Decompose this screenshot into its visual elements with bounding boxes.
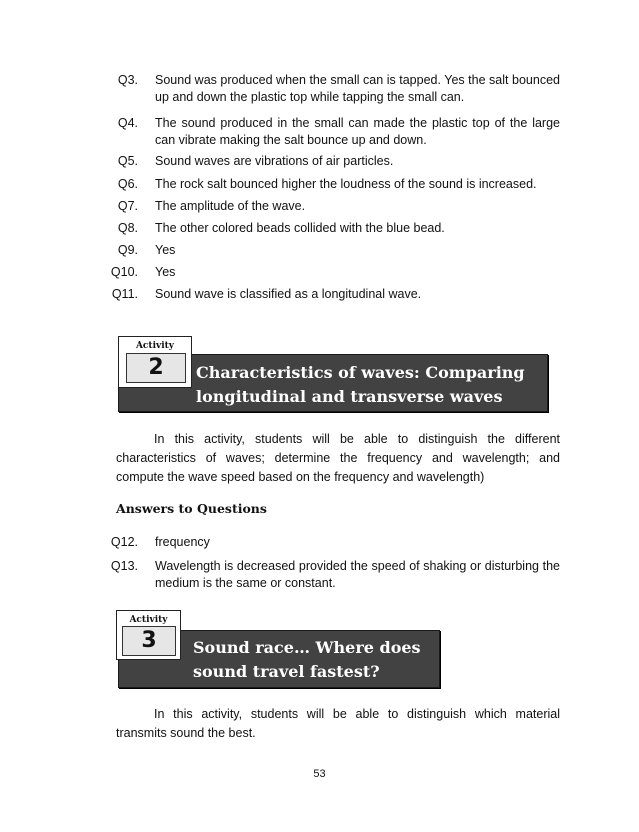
answer-text: The rock salt bounced higher the loudness of the sound is increased. [155, 177, 537, 191]
question-number: Q5. [117, 154, 138, 168]
answer-text: The sound produced in the small can made the plastic top of the large can vibrate making the salt bounce up and down. [155, 116, 560, 147]
question-number: Q12. [110, 535, 138, 549]
question-number: Q3. [117, 73, 138, 87]
activity-2-title-line1: Characteristics of waves: Comparing [196, 363, 525, 382]
question-number: Q9. [117, 243, 138, 257]
activity-2-title-line2: longitudinal and transverse waves [196, 387, 503, 406]
activity-3-number: 3 [122, 626, 176, 656]
question-number: Q7. [117, 199, 138, 213]
question-number: Q4. [117, 116, 138, 130]
answer-text: Wavelength is decreased provided the speed of shaking or disturbing the medium is the same or constant. [155, 559, 560, 590]
activity-3-title-line2: sound travel fastest? [193, 662, 380, 681]
activity-label: Activity [129, 615, 168, 625]
question-number: Q8. [117, 221, 138, 235]
answer-text: Sound wave is classified as a longitudinal wave. [155, 287, 422, 301]
activity-3-intro-text: In this activity, students will be able to distinguish which material transmits sound the best. [116, 707, 560, 740]
answer-text: Yes [155, 265, 176, 279]
question-number: Q11. [111, 287, 138, 301]
answer-text: Sound was produced when the small can is tapped. Yes the salt bounced up and down the plastic top while tapping the small can. [155, 73, 560, 104]
answer-text: frequency [155, 535, 210, 549]
activity-label: Activity [135, 341, 175, 351]
activity-3-intro [116, 705, 560, 743]
activity-3-title-line1: Sound race… Where does [193, 638, 421, 657]
activity-2-intro-text: In this activity, students will be able to distinguish the different characteristics of waves; determine the frequency and wavelength; and compute the wave speed based on the frequency and wavelength) [116, 432, 560, 484]
question-number: Q6. [117, 177, 138, 191]
answer-text: Yes [155, 243, 176, 257]
answer-text: Sound waves are vibrations of air particles. [155, 154, 394, 168]
activity-2-number: 2 [126, 353, 186, 383]
answer-text: The amplitude of the wave. [155, 199, 306, 213]
question-number: Q13. [110, 559, 138, 573]
question-number: Q10. [110, 265, 138, 279]
activity-2-intro [116, 430, 560, 487]
answer-text: The other colored beads collided with the blue bead. [155, 221, 445, 235]
answers-heading: Answers to Questions [116, 501, 267, 516]
page-number: 53 [313, 768, 326, 780]
